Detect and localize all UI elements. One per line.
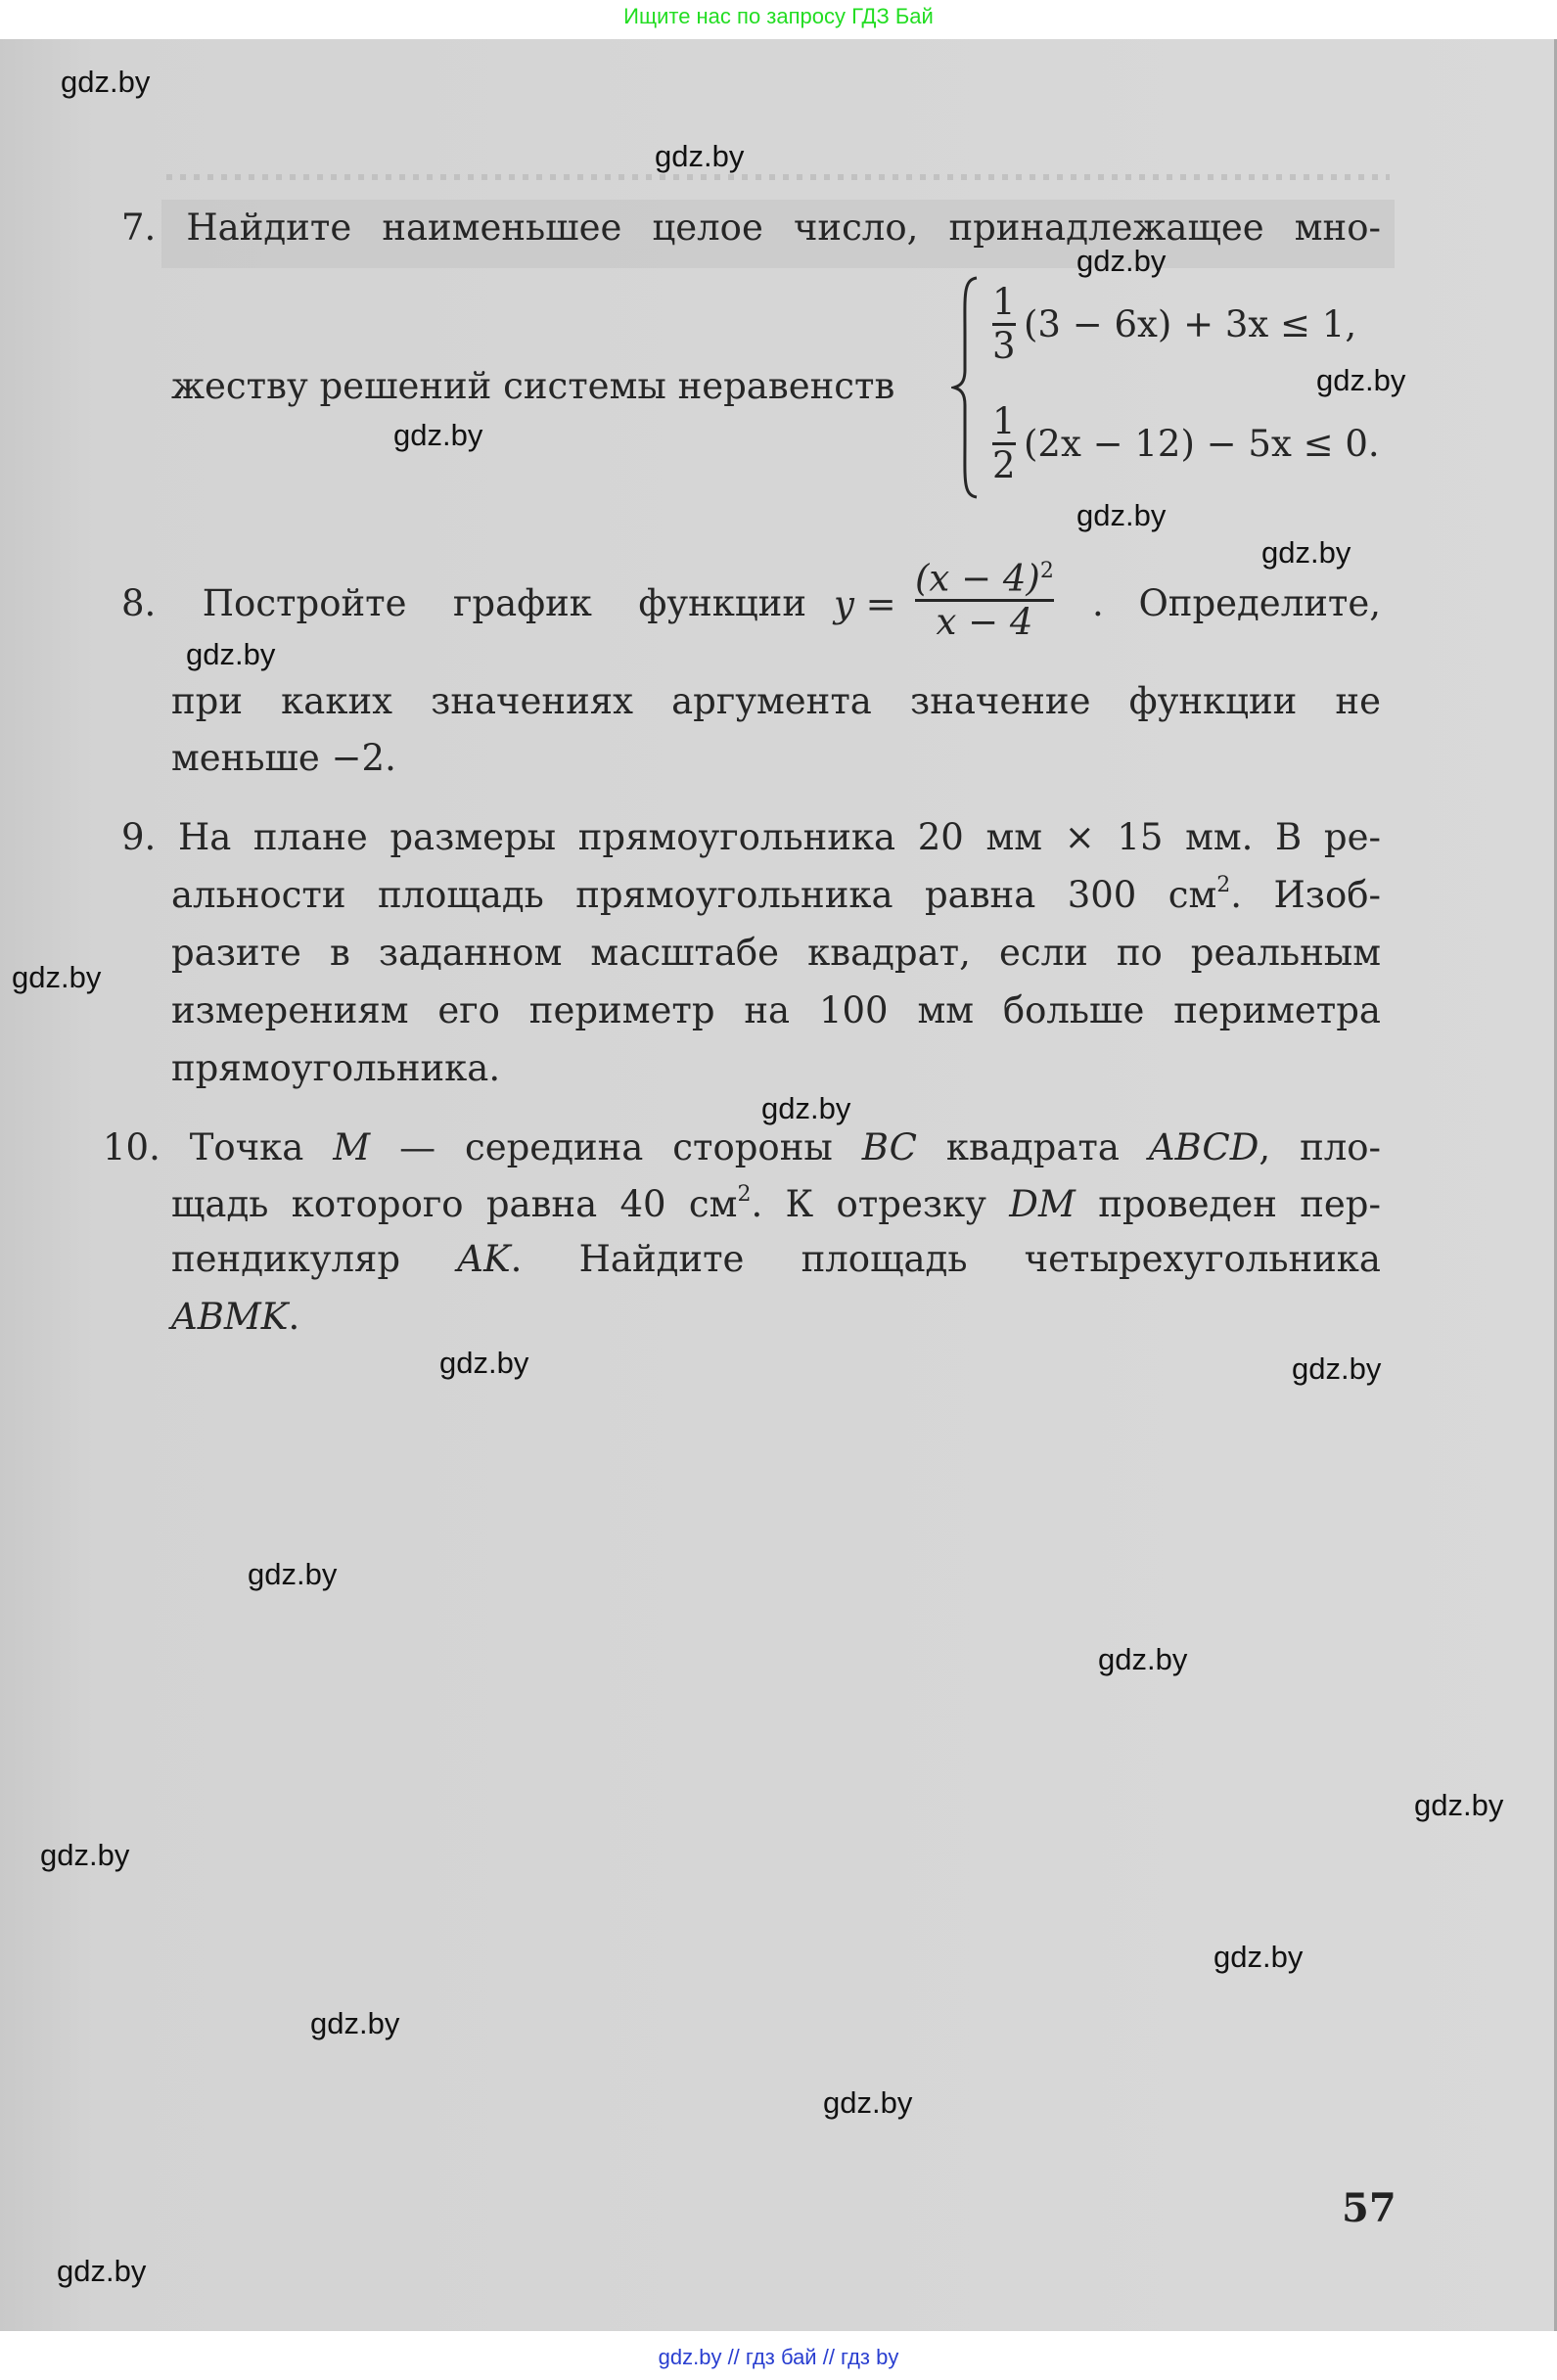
system-brace bbox=[951, 276, 981, 499]
text-segment: квадрата bbox=[916, 1126, 1149, 1168]
task9-line bbox=[171, 873, 1381, 918]
superscript: 2 bbox=[737, 1182, 752, 1207]
task8-prefix: 8. Постройте график функции bbox=[121, 582, 806, 624]
gdz-watermark: gdz.by bbox=[310, 2006, 400, 2040]
eq1-denominator: 3 bbox=[992, 325, 1016, 367]
task9-line bbox=[171, 1046, 500, 1091]
task8-fraction bbox=[915, 551, 1054, 643]
task10-line bbox=[171, 1237, 1381, 1282]
numerator-text: (x − 4) bbox=[915, 557, 1040, 600]
gdz-watermark: gdz.by bbox=[1214, 1940, 1304, 1974]
task8-numerator bbox=[915, 551, 1054, 599]
task10-line bbox=[171, 1182, 1381, 1227]
task9-line bbox=[171, 988, 1381, 1033]
eq2-rest: (2x − 12) − 5x ≤ 0. bbox=[1024, 423, 1380, 465]
task7-line2: жеству решений системы неравенств bbox=[171, 365, 895, 407]
text-segment: прямоугольника. bbox=[171, 1047, 501, 1089]
dotted-divider bbox=[166, 174, 1390, 180]
task10-line bbox=[171, 1295, 299, 1340]
text-segment: , пло- bbox=[1259, 1126, 1382, 1168]
text-segment: . Найдите площадь четырехугольника bbox=[510, 1238, 1381, 1280]
text-segment: измерениям его периметр на 100 мм больше периметра bbox=[171, 989, 1381, 1031]
task9-line bbox=[121, 815, 1381, 860]
math-variable: M bbox=[333, 1126, 371, 1168]
task10-line bbox=[103, 1125, 1381, 1170]
gdz-watermark: gdz.by bbox=[61, 65, 151, 99]
eq1-rest: (3 − 6x) + 3x ≤ 1, bbox=[1024, 303, 1357, 345]
gdz-watermark: gdz.by bbox=[393, 418, 483, 452]
gdz-watermark: gdz.by bbox=[1076, 498, 1167, 532]
math-variable: DM bbox=[1009, 1183, 1076, 1225]
superscript: 2 bbox=[1216, 873, 1231, 897]
gdz-watermark: gdz.by bbox=[1316, 363, 1406, 397]
gdz-watermark: gdz.by bbox=[1261, 535, 1351, 570]
text-segment: . Изоб- bbox=[1230, 874, 1382, 916]
text-segment: при каких значениях аргумента значение функции не bbox=[171, 680, 1381, 722]
text-segment: . К отрезку bbox=[751, 1183, 1010, 1225]
math-variable: AK bbox=[457, 1238, 511, 1280]
footer-links[interactable]: gdz.by // гдз бай // гдз by bbox=[658, 2345, 899, 2369]
task8-y-eq bbox=[834, 583, 896, 625]
text-segment: меньше −2. bbox=[171, 737, 396, 779]
gdz-watermark: gdz.by bbox=[186, 637, 276, 671]
eq2-fraction bbox=[992, 401, 1016, 486]
gdz-watermark: gdz.by bbox=[655, 139, 745, 173]
eq2-numerator: 1 bbox=[992, 400, 1016, 442]
numerator-exponent: 2 bbox=[1039, 559, 1054, 583]
text-segment: щадь которого равна 40 см bbox=[171, 1183, 738, 1225]
task7-line1: 7. Найдите наименьшее целое число, принадлежащее мно- bbox=[121, 206, 1381, 249]
gdz-watermark: gdz.by bbox=[40, 1838, 130, 1872]
text-segment: разите в заданном масштабе квадрат, если по реальным bbox=[171, 932, 1381, 974]
text-segment: 9. На плане размеры прямоугольника 20 мм × 15 мм. В ре- bbox=[121, 816, 1381, 858]
math-variable: BC bbox=[861, 1126, 917, 1168]
gdz-watermark: gdz.by bbox=[1414, 1788, 1504, 1822]
y-equals: y = bbox=[834, 583, 896, 625]
page-number: 57 bbox=[1342, 2185, 1397, 2231]
gdz-watermark: gdz.by bbox=[1076, 244, 1167, 278]
text-segment: 10. Точка bbox=[103, 1126, 334, 1168]
text-segment: пендикуляр bbox=[171, 1238, 458, 1280]
gdz-watermark: gdz.by bbox=[1098, 1642, 1188, 1676]
text-segment: . bbox=[288, 1296, 300, 1338]
gdz-watermark: gdz.by bbox=[248, 1557, 338, 1591]
gdz-watermark: gdz.by bbox=[1292, 1351, 1382, 1386]
math-variable: ABMK bbox=[171, 1296, 289, 1338]
gdz-watermark: gdz.by bbox=[823, 2085, 913, 2120]
task8-line bbox=[171, 679, 1381, 724]
search-banner[interactable]: Ищите нас по запросу ГДЗ Бай bbox=[623, 4, 934, 28]
task8-suffix: . Определите, bbox=[1092, 582, 1381, 624]
eq1-fraction bbox=[992, 282, 1016, 367]
task8-denominator: x − 4 bbox=[936, 601, 1033, 644]
eq1-numerator: 1 bbox=[992, 281, 1016, 323]
text-segment: альности площадь прямоугольника равна 300 см bbox=[171, 874, 1217, 916]
gdz-watermark: gdz.by bbox=[12, 960, 102, 994]
math-variable: ABCD bbox=[1148, 1126, 1259, 1168]
gdz-watermark: gdz.by bbox=[57, 2254, 147, 2288]
gdz-watermark: gdz.by bbox=[439, 1346, 529, 1380]
gdz-watermark: gdz.by bbox=[761, 1091, 851, 1125]
task9-line bbox=[171, 931, 1381, 976]
text-segment: проведен пер- bbox=[1075, 1183, 1381, 1225]
eq2-denominator: 2 bbox=[992, 444, 1016, 486]
task8-line bbox=[171, 736, 396, 781]
text-segment: — середина стороны bbox=[370, 1126, 862, 1168]
